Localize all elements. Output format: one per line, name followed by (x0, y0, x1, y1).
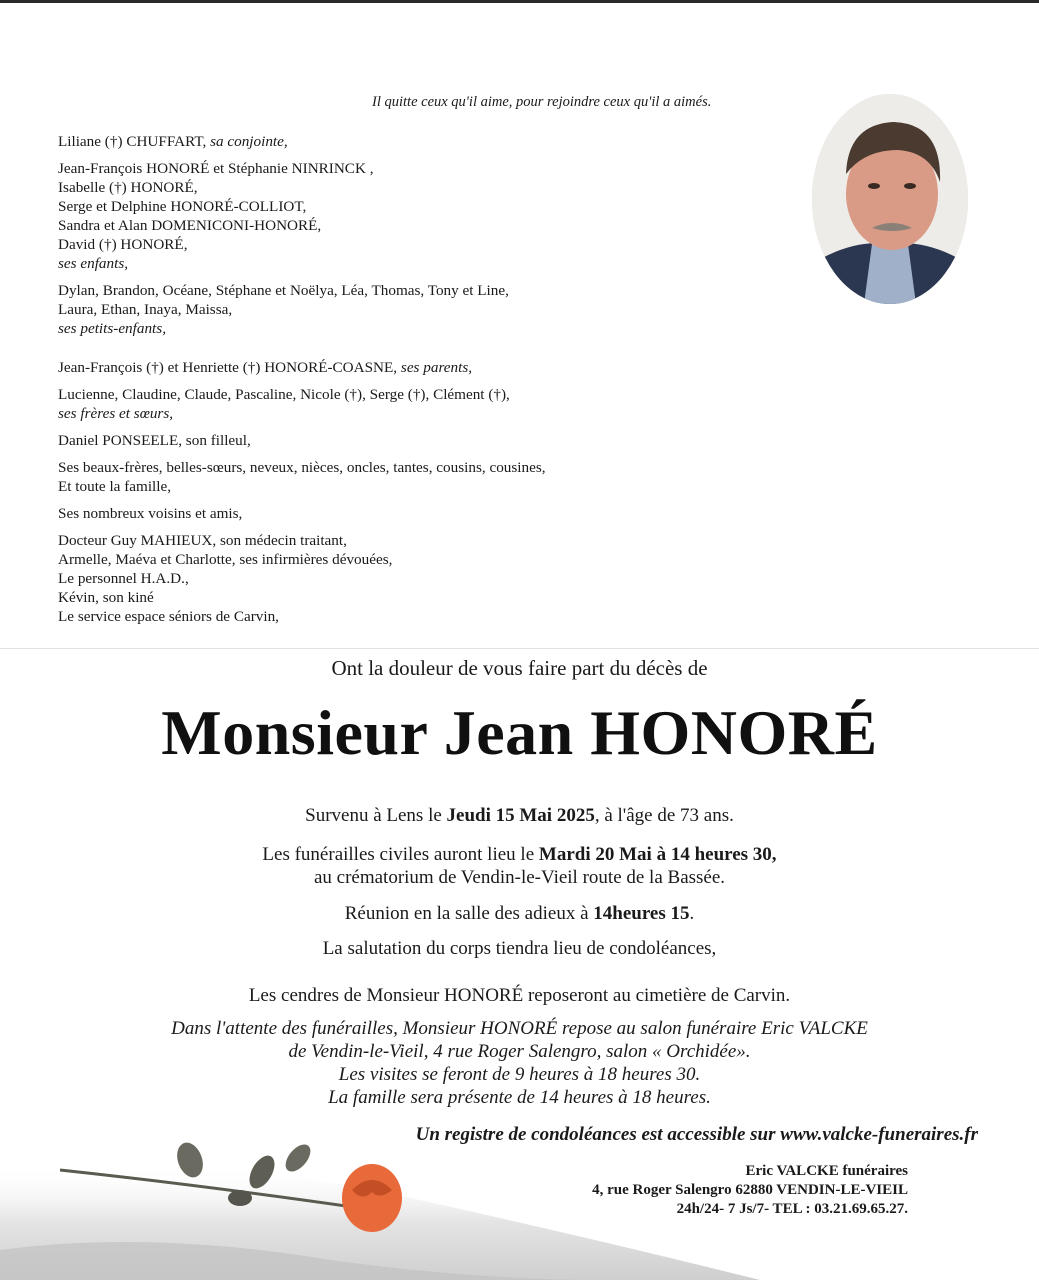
funeral-home-contact: 24h/24- 7 Js/7- TEL : 03.21.69.65.27. (676, 1201, 908, 1217)
care-group (58, 531, 758, 626)
parents-names: Jean-François (†) et Henriette (†) HONORÉ-COASNE, (58, 359, 398, 376)
care-line: Docteur Guy MAHIEUX, son médecin traitant, (58, 532, 347, 549)
meeting-time: 14heures 15 (593, 903, 690, 924)
spouse-name: Liliane (†) CHUFFART, (58, 133, 207, 150)
grandchildren-group (58, 281, 758, 338)
epitaph-quote: Il quitte ceux qu'il aime, pour rejoindre ceux qu'il a aimés. (372, 94, 712, 110)
salutation-line: La salutation du corps tiendra lieu de condoléances, (322, 938, 717, 959)
portrait-icon (812, 94, 968, 304)
parents-group (58, 358, 758, 377)
godson-group (58, 431, 758, 450)
relatives-line: Et toute la famille, (58, 478, 172, 495)
grandchildren-line: Dylan, Brandon, Océane, Stéphane et Noëlya, Léa, Thomas, Tony et Line, (58, 282, 509, 299)
children-group (58, 159, 758, 273)
portrait-photo (812, 94, 968, 304)
child-line: Serge et Delphine HONORÉ-COLLIOT, (58, 198, 307, 215)
death-pre: Survenu à Lens le (305, 805, 447, 826)
announcement-lead: Ont la douleur de vous faire part du décès de (331, 656, 708, 680)
funeral-home-name: Eric VALCKE funéraires (745, 1163, 908, 1179)
siblings-relation: ses frères et sœurs, (58, 405, 174, 422)
children-relation: ses enfants, (58, 255, 129, 272)
meeting-pre: Réunion en la salle des adieux à (344, 903, 594, 924)
rose-flower (342, 1164, 402, 1232)
death-line (0, 804, 1039, 828)
meeting-line (0, 902, 1039, 926)
registry-link[interactable]: Un registre de condoléances est accessible sur www.valcke-funeraires.fr (415, 1124, 978, 1145)
neighbours-group (58, 504, 758, 523)
grandchildren-relation: ses petits-enfants, (58, 320, 166, 337)
funeral-date: Mardi 20 Mai à 14 heures 30, (538, 844, 777, 865)
funeral-home-address: 4, rue Roger Salengro 62880 VENDIN-LE-VIEIL (592, 1182, 908, 1198)
godson-line: Daniel PONSEELE, son filleul, (58, 432, 251, 449)
siblings-line: Lucienne, Claudine, Claude, Pascaline, Nicole (†), Serge (†), Clément (†), (58, 386, 510, 403)
siblings-group (58, 385, 758, 423)
care-line: Kévin, son kiné (58, 589, 154, 606)
funeral-place: au crématorium de Vendin-le-Vieil route de la Bassée. (313, 867, 726, 888)
grandchildren-line: Laura, Ethan, Inaya, Maissa, (58, 301, 233, 318)
funeral-pre: Les funérailles civiles auront lieu le (262, 844, 539, 865)
fold-divider (0, 648, 1039, 649)
funeral-line (0, 843, 1039, 867)
visits-line: Les visites se feront de 9 heures à 18 heures 30. (338, 1064, 701, 1085)
child-line: Sandra et Alan DOMENICONI-HONORÉ, (58, 217, 322, 234)
spouse-group (58, 132, 758, 151)
visits-line: La famille sera présente de 14 heures à 18 heures. (328, 1087, 711, 1108)
family-list (58, 132, 758, 634)
child-line: Jean-François HONORÉ et Stéphanie NINRINCK , (58, 160, 374, 177)
parents-relation: ses parents, (400, 359, 473, 376)
death-post: , à l'âge de 73 ans. (594, 805, 734, 826)
care-line: Le service espace séniors de Carvin, (58, 608, 279, 625)
top-border (0, 0, 1039, 3)
child-line: David (†) HONORÉ, (58, 236, 188, 253)
visits-line: de Vendin-le-Vieil, 4 rue Roger Salengro, salon « Orchidée». (288, 1041, 751, 1062)
visits-line: Dans l'attente des funérailles, Monsieur HONORÉ repose au salon funéraire Eric VALCKE (171, 1018, 868, 1039)
spouse-relation: sa conjointe, (210, 133, 288, 150)
ashes-line: Les cendres de Monsieur HONORÉ reposeront au cimetière de Carvin. (248, 985, 791, 1006)
deceased-name: Monsieur Jean HONORÉ (161, 697, 878, 768)
care-line: Armelle, Maéva et Charlotte, ses infirmières dévouées, (58, 551, 393, 568)
death-date: Jeudi 15 Mai 2025 (446, 805, 595, 826)
relatives-group (58, 458, 758, 496)
relatives-line: Ses beaux-frères, belles-sœurs, neveux, nièces, oncles, tantes, cousins, cousines, (58, 459, 546, 476)
rose-leaf (228, 1190, 252, 1206)
neighbours-line: Ses nombreux voisins et amis, (58, 505, 243, 522)
meeting-post: . (689, 903, 695, 924)
care-line: Le personnel H.A.D., (58, 570, 189, 587)
child-line: Isabelle (†) HONORÉ, (58, 179, 198, 196)
funeral-home (592, 1162, 908, 1219)
